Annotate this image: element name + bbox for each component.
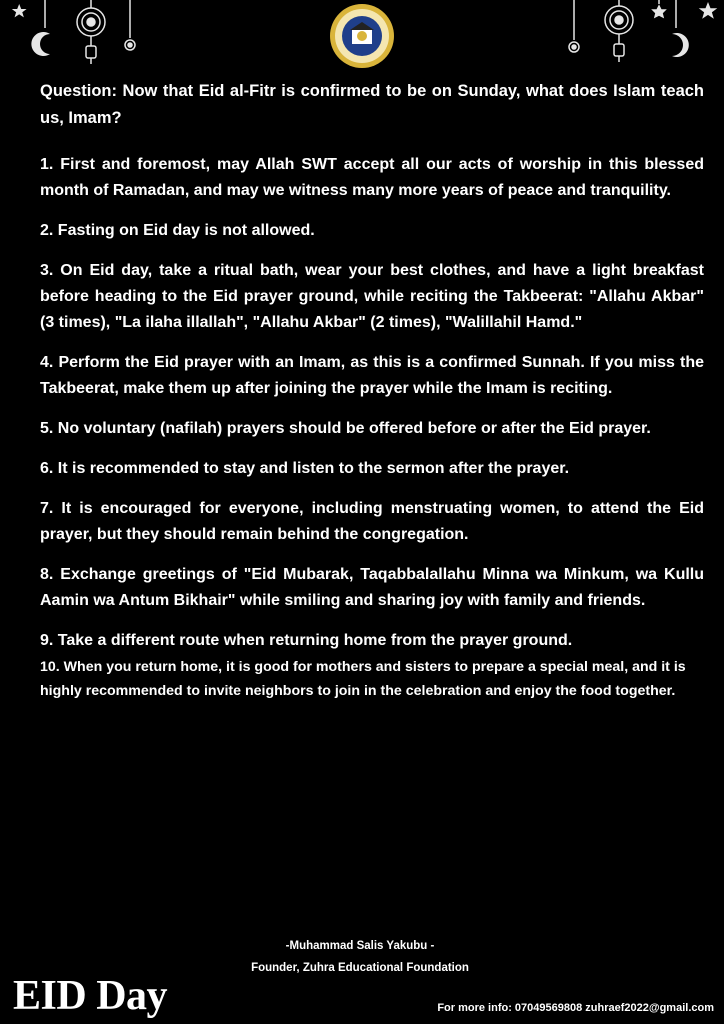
contact-info: For more info: 07049569808 zuhraef2022@gmail.com — [437, 1002, 714, 1014]
list-item: 9. Take a different route when returning home from the prayer ground. — [40, 632, 573, 649]
list-item: 6. It is recommended to stay and listen to the sermon after the prayer. — [40, 460, 570, 477]
top-left-ornaments — [0, 0, 150, 75]
hanging-lantern-icon — [605, 6, 633, 62]
flower-ornament-icon — [569, 42, 579, 52]
main-content — [40, 78, 704, 717]
foundation-logo — [326, 2, 398, 70]
star-icon — [14, 6, 25, 16]
crescent-moon-icon — [31, 32, 50, 56]
star-icon — [701, 4, 715, 17]
star-icon — [653, 6, 665, 17]
list-item: 7. It is encouraged for everyone, including menstruating women, to attend the Eid prayer, but they should remain behind the congregation. — [40, 500, 704, 543]
top-right-ornaments — [564, 0, 724, 75]
signature-name: -Muhammad Salis Yakubu - — [285, 940, 435, 952]
list-item: 3. On Eid day, take a ritual bath, wear your best clothes, and have a light breakfast before heading to the Eid prayer ground, while reciting the Takbeerat: "Allahu Akbar" (3 times), "La ilaha illallah", "Allahu Akbar" (2 times), "Walillahil Hamd." — [40, 262, 704, 331]
list-item: 1. First and foremost, may Allah SWT accept all our acts of worship in this blessed month of Ramadan, and may we witness many more years of peace and tranquility. — [40, 156, 704, 199]
signature-role: Founder, Zuhra Educational Foundation — [251, 962, 469, 974]
list-item: 5. No voluntary (nafilah) prayers should be offered before or after the Eid prayer. — [40, 420, 651, 437]
list-item: 4. Perform the Eid prayer with an Imam, as this is a confirmed Sunnah. If you miss the Takbeerat, make them up after joining the prayer while the Imam is reciting. — [40, 354, 704, 397]
hanging-lantern-icon — [77, 8, 105, 64]
crescent-moon-icon — [672, 33, 689, 57]
eid-day-title: EID Day — [13, 973, 168, 1019]
question-text: Question: Now that Eid al-Fitr is confirmed to be on Sunday, what does Islam teach us, Imam? — [40, 82, 704, 127]
list-item: 10. When you return home, it is good for mothers and sisters to prepare a special meal, and it is highly recommended to invite neighbors to join in the celebration and enjoy the food together. — [40, 659, 686, 699]
list-item: 8. Exchange greetings of "Eid Mubarak, Taqabbalallahu Minna wa Minkum, wa Kullu Aamin wa Antum Bikhair" while smiling and sharing joy with family and friends. — [40, 566, 704, 609]
list-item: 2. Fasting on Eid day is not allowed. — [40, 222, 315, 239]
flower-ornament-icon — [125, 40, 135, 50]
